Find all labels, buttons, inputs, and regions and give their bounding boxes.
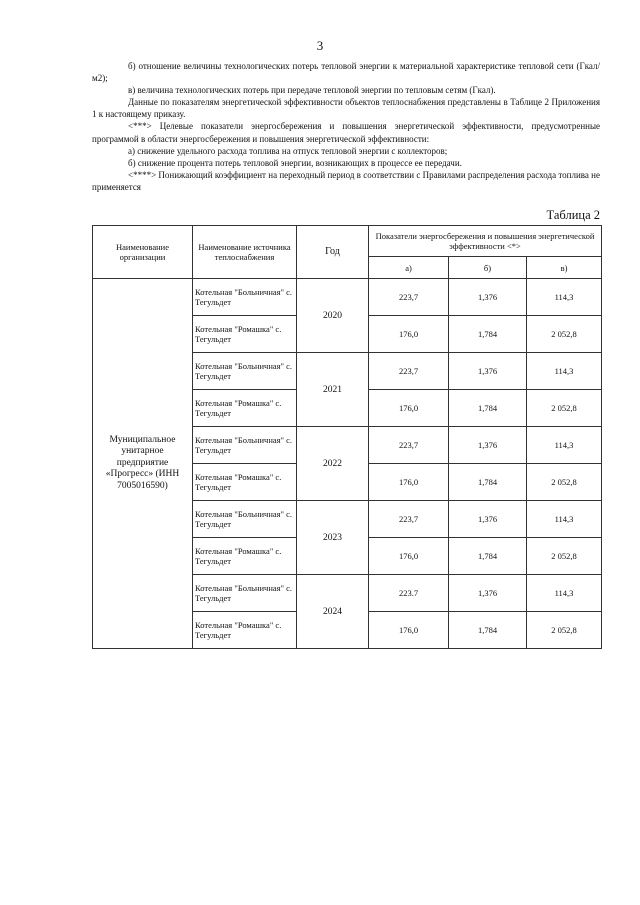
value-c-cell: 2 052,8 [527,464,602,501]
value-b-cell: 1,784 [449,464,527,501]
value-b-cell: 1,376 [449,427,527,464]
value-a-cell: 176,0 [369,612,449,649]
source-cell: Котельная "Ромашка" с. Тегульдет [193,464,297,501]
value-a-cell: 176,0 [369,464,449,501]
source-cell: Котельная "Ромашка" с. Тегульдет [193,316,297,353]
paragraph: б) снижение процента потерь тепловой энергии, возникающих в процессе ее передачи. [128,157,462,168]
value-a-cell: 223.7 [369,575,449,612]
value-b-cell: 1,376 [449,279,527,316]
source-cell: Котельная "Больничная" с. Тегульдет [193,353,297,390]
header-col-b: б) [449,257,527,279]
year-cell: 2024 [297,575,369,649]
value-b-cell: 1,784 [449,612,527,649]
value-b-cell: 1,376 [449,353,527,390]
source-cell: Котельная "Больничная" с. Тегульдет [193,279,297,316]
paragraph: в) величина технологических потерь при передаче тепловой энергии по тепловым сетям (Гкал). [128,85,496,96]
header-organization: Наименование организации [93,226,193,279]
organization-cell: Муниципальное унитарное предприятие «Прогресс» (ИНН 7005016590) [93,279,193,649]
paragraph: б) отношение величины технологических потерь тепловой энергии к материальной характеристике тепловой сети (Гкал/м2); [92,61,600,84]
value-c-cell: 2 052,8 [527,612,602,649]
value-a-cell: 223,7 [369,353,449,390]
value-a-cell: 176,0 [369,390,449,427]
value-a-cell: 223,7 [369,279,449,316]
header-source: Наименование источника теплоснабжения [193,226,297,279]
header-year: Год [297,226,369,279]
value-c-cell: 114,3 [527,427,602,464]
value-b-cell: 1,784 [449,390,527,427]
paragraph: а) снижение удельного расхода топлива на отпуск тепловой энергии с коллекторов; [128,145,448,156]
value-c-cell: 2 052,8 [527,316,602,353]
table-row [93,279,602,316]
source-cell: Котельная "Больничная" с. Тегульдет [193,575,297,612]
value-c-cell: 2 052,8 [527,538,602,575]
year-cell: 2021 [297,353,369,427]
value-c-cell: 2 052,8 [527,390,602,427]
value-a-cell: 176,0 [369,538,449,575]
indicators-table [92,225,602,649]
value-c-cell: 114,3 [527,279,602,316]
value-c-cell: 114,3 [527,353,602,390]
source-cell: Котельная "Ромашка" с. Тегульдет [193,390,297,427]
value-b-cell: 1,376 [449,501,527,538]
value-b-cell: 1,784 [449,316,527,353]
paragraph: <***> Целевые показатели энергосбережения и повышения энергетической эффективности, предусмотренные программой в области энергосбережения и повышения энергетической эффективности: [92,121,600,144]
value-c-cell: 114,3 [527,501,602,538]
source-cell: Котельная "Ромашка" с. Тегульдет [193,538,297,575]
year-cell: 2020 [297,279,369,353]
table-caption: Таблица 2 [546,208,600,222]
header-col-a: а) [369,257,449,279]
body-text [92,60,600,193]
value-a-cell: 223,7 [369,501,449,538]
value-b-cell: 1,784 [449,538,527,575]
page-number: 3 [316,38,324,53]
paragraph: Данные по показателям энергетической эффективности объектов теплоснабжения представлены в Таблице 2 Приложения 1 к настоящему приказу. [92,97,600,120]
value-a-cell: 223,7 [369,427,449,464]
value-a-cell: 176,0 [369,316,449,353]
header-col-c: в) [527,257,602,279]
value-b-cell: 1,376 [449,575,527,612]
value-c-cell: 114,3 [527,575,602,612]
source-cell: Котельная "Больничная" с. Тегульдет [193,501,297,538]
year-cell: 2023 [297,501,369,575]
source-cell: Котельная "Ромашка" с. Тегульдет [193,612,297,649]
source-cell: Котельная "Больничная" с. Тегульдет [193,427,297,464]
paragraph: <****> Понижающий коэффициент на переходный период в соответствии с Правилами распределения расхода топлива не применяется [92,169,600,192]
year-cell: 2022 [297,427,369,501]
header-indicators: Показатели энергосбережения и повышения энергетической эффективности <*> [369,226,602,257]
